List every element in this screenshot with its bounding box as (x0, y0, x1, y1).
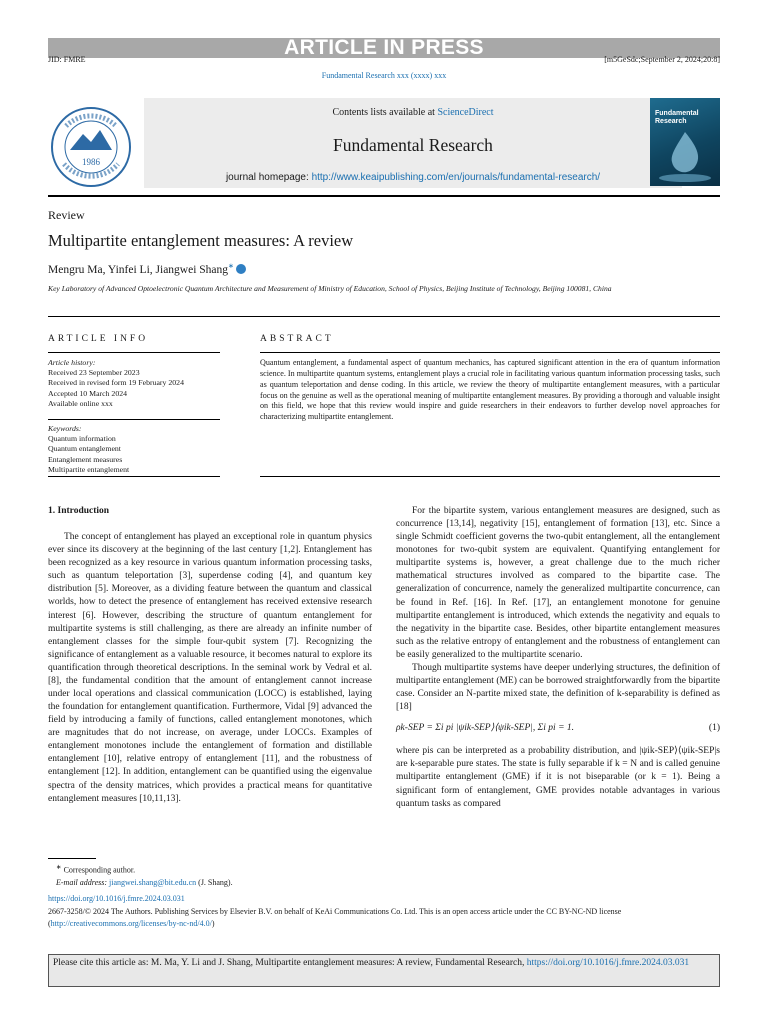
keywords-label: Keywords: (48, 424, 82, 433)
equation-body: ρk-SEP = Σi pi |ψik-SEP⟩⟨ψik-SEP|, Σi pi = 1. (396, 723, 574, 734)
affiliation: Key Laboratory of Advanced Optoelectronic Quantum Architecture and Measurement of Ministry of Education, School of Physics, Beijing Institute of Technology, Beijing 100081, China (48, 284, 612, 293)
contents-line (144, 107, 682, 118)
license-statement: 2667-3258/© 2024 The Authors. Publishing Services by Elsevier B.V. on behalf of KeAi Communications Co. Ltd. This is an open access article under the CC BY-NC-ND license ( (48, 907, 622, 928)
header-rule (48, 195, 720, 197)
article-title: Multipartite entanglement measures: A review (48, 231, 354, 250)
footnote (56, 862, 233, 889)
contents-prefix: Contents lists available at (332, 107, 438, 118)
body-column-right (396, 505, 720, 811)
equation-number: (1) (708, 723, 720, 734)
journal-name: Fundamental Research (333, 135, 493, 155)
build-stamp: [m5GeSdc;September 2, 2024;20:8] (604, 55, 720, 64)
license-text (48, 906, 720, 930)
history-received: Received 23 September 2023 (48, 368, 140, 378)
history-accepted: Accepted 10 March 2024 (48, 388, 128, 398)
journal-header (48, 98, 720, 188)
doi-line (48, 894, 185, 903)
introduction-paragraph: The concept of entanglement has played an exceptional role in quantum physics ever since its discovery at the beginning of the last century [1,2]. Entanglement has been recognized as a key resource in various quantum information processing tasks, such as quantum teleportation [3], superdense coding [4], and quantum key distribution [5]. Moreover, as a dividing feature between the quantum and classical worlds, how to detect the presence of entanglement has received extensive research interest [6]. However, describing the structure of quantum entanglement for multipartite systems is still challenging, as there are already an infinite number of entanglement classes for the simple four-qubit system [7]. Recognizing the significance of entanglement as a valuable resource, it becomes natural to explore its quantification through theoretical descriptions. In the seminal work by Vedral et al. [8], the fundamental condition that the amount of entanglement cannot increase under local operations and classical communication (LOCC) is established, laying the foundation for entanglement quantification. Furthermore, Vidal [9] advanced the field by introducing a family of functions, called entanglement monotones, which are magnitudes that do not increase, on average, under LOCCs. Examples of entanglement monotones include the entanglement of formation and distillable entanglement [10], relative entropy of entanglement [11], and the robustness of entanglement [12]. In addition, entanglement can be quantified using the eigenvalue spectra of the density matrices, which provides a practical means for quantitative entanglement measures [10,11,13]. (48, 532, 372, 804)
keywords-block (48, 424, 220, 475)
article-in-press-banner: ARTICLE IN PRESS (48, 38, 720, 58)
keyword-item: Entanglement measures (48, 454, 123, 464)
footnote-label: Corresponding author. (63, 865, 136, 875)
body-column-left (48, 505, 372, 806)
homepage-line (144, 172, 682, 183)
abstract-text: Quantum entanglement, a fundamental aspect of quantum mechanics, has captured significant attention in the era of quantum information science. In multipartite quantum systems, entanglement plays a crucial role in facilitating various quantum information processing tasks, such as quantum teleportation and dense coding. In this article, we review the theory of multipartite entanglement measures, with a particular focus on the genuine as well as the operational meaning of multipartite entanglement measures. By providing a thorough and valuable insight on this field, we hope that this review would inspire and guide researchers in their endeavors to further develop novel approaches for characterizing multipartite entanglement. (260, 358, 720, 422)
keyword-item: Quantum entanglement (48, 444, 121, 454)
homepage-link[interactable]: http://www.keaipublishing.com/en/journals/fundamental-research/ (311, 172, 601, 183)
corresponding-mark[interactable]: ∗ (228, 262, 234, 270)
journal-reference-link[interactable]: Fundamental Research xxx (xxxx) xxx (321, 71, 447, 80)
history-revised: Received in revised form 19 February 2024 (48, 378, 184, 388)
author-list (48, 262, 246, 276)
article-info-bottom-rule (48, 476, 220, 477)
cover-title-line2: Research (655, 118, 687, 125)
doi-link[interactable]: https://doi.org/10.1016/j.fmre.2024.03.031 (48, 894, 185, 903)
keyword-item: Multipartite entanglement (48, 464, 130, 474)
abstract-rule (260, 352, 720, 353)
history-online: Available online xxx (48, 398, 113, 408)
footnote-mark: ∗ (56, 864, 62, 871)
journal-id: JID: FMRE (48, 55, 86, 64)
citation-doi-link[interactable]: https://doi.org/10.1016/j.fmre.2024.03.031 (526, 958, 690, 968)
bipartite-paragraph: For the bipartite system, various entanglement measures are designed, such as concurrence [13,14], negativity [15], entanglement of formation [13], etc. Since a single Schmidt coefficient governs the two-qubit entanglement, all the entanglement monotones for two-qubit system are equivalent. Quantifying entanglement for multipartite systems is, however, a great challenge due to the much richer mathematical structures involved as compared to the bipartite case. The generalization of concurrence, namely the generalized multipartite concurrence, can be found in Ref. [16]. In Ref. [17], an entanglement monotone for genuine multipartite entanglement is introduced, which extends the negativity and equals to the negativity in the bipartite case. Besides, other bipartite entanglement measures such as the relative entropy of entanglement and the robustness of entanglement can be easily generalized to the multipartite scenario. (396, 506, 720, 660)
article-type: Review (48, 208, 85, 222)
abstract-bottom-rule (260, 476, 720, 477)
keyword-item: Quantum information (48, 434, 116, 444)
author-names[interactable]: Mengru Ma, Yinfei Li, Jiangwei Shang (48, 263, 229, 276)
cover-title-line1: Fundamental (655, 110, 699, 117)
email-link[interactable]: jiangwei.shang@bit.edu.cn (109, 877, 197, 887)
abstract-heading: ABSTRACT (260, 334, 334, 344)
article-info-heading: ARTICLE INFO (48, 334, 149, 344)
orcid-icon[interactable] (236, 264, 246, 274)
homepage-prefix: journal homepage: (225, 172, 312, 183)
email-label: E-mail address: (56, 877, 110, 887)
section-heading-introduction: 1. Introduction (48, 506, 110, 516)
separability-paragraph: where pis can be interpreted as a probability distribution, and |ψik-SEP⟩⟨ψik-SEP|s are k-separable pure states. The state is fully separable if k = N and is called genuine multipartite entanglement (GME) if it is not biseparable (or k = 1). Being a significant form of entanglement, GME provides notable advantages in various quantum tasks as compared (396, 746, 720, 809)
citation-text: Please cite this article as: M. Ma, Y. Li and J. Shang, Multipartite entanglement measures: A review, Fundamental Research, (53, 958, 527, 968)
citation-box (48, 954, 720, 987)
nsfc-logo-icon (50, 106, 132, 188)
license-link[interactable]: http://creativecommons.org/licenses/by-nc-nd/4.0/ (50, 919, 212, 928)
article-history (48, 358, 220, 409)
footnote-rule (48, 858, 96, 859)
logo-year: 1986 (82, 157, 100, 167)
multipartite-paragraph: Though multipartite systems have deeper underlying structures, the definition of multipartite entanglement (ME) can be borrowed straightforwardly from the bipartite case. Consider an N-partite mixed state, the definition of k-separability is defined as [18] (396, 662, 720, 713)
journal-header-box (144, 98, 682, 188)
keywords-rule (48, 419, 220, 420)
article-info-rule (48, 352, 220, 353)
license-suffix: ) (211, 919, 215, 928)
journal-cover-image (650, 98, 720, 186)
sciencedirect-link[interactable]: ScienceDirect (437, 107, 494, 118)
email-suffix: (J. Shang). (196, 877, 233, 887)
title-rule (48, 316, 720, 317)
history-label: Article history: (48, 358, 96, 367)
equation-1 (396, 722, 720, 735)
